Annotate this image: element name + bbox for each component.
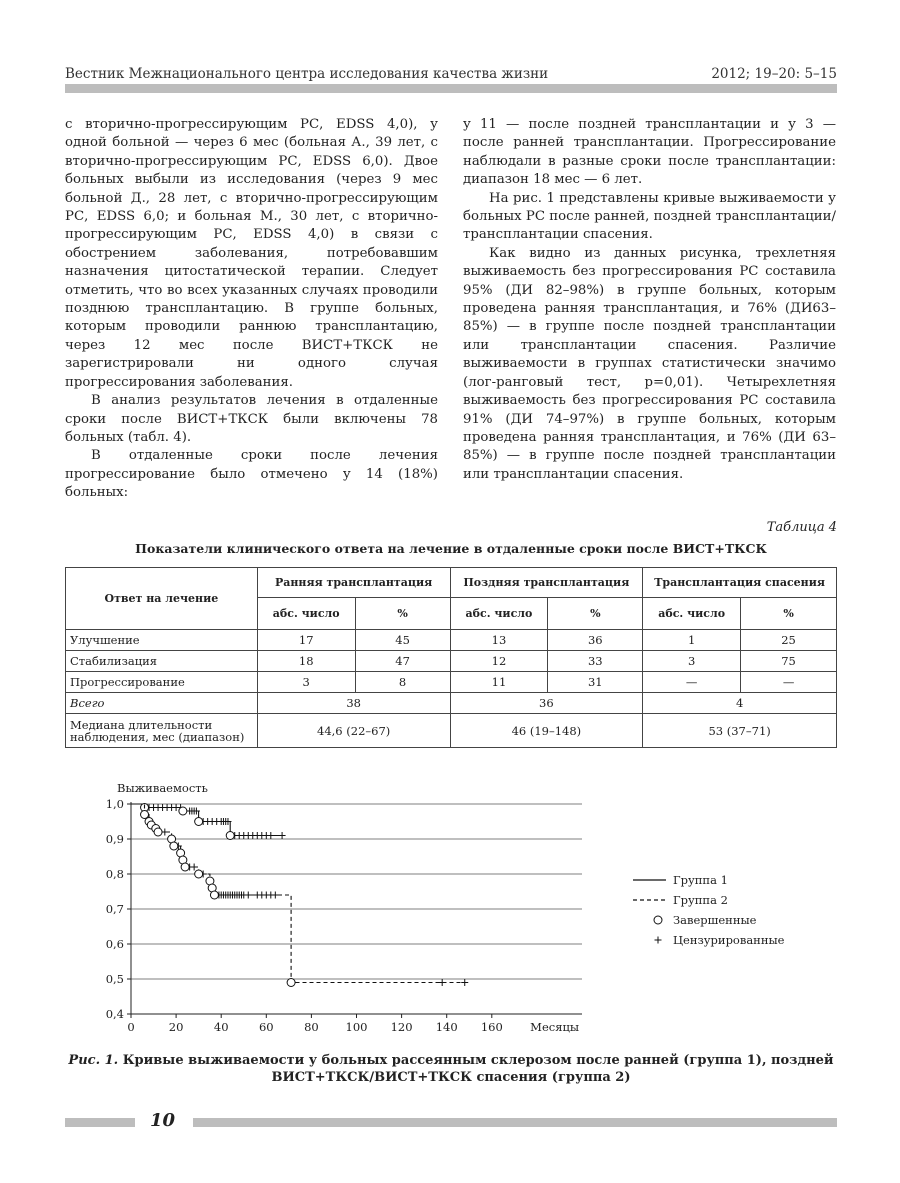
- table-cell: 36: [450, 693, 643, 714]
- table-cell: 46 (19–148): [450, 714, 643, 748]
- subheader-abs: абс. число: [257, 598, 355, 630]
- y-tick-label: 0,5: [105, 972, 124, 986]
- x-tick-label: 120: [390, 1020, 413, 1034]
- subheader-abs: абс. число: [643, 598, 741, 630]
- paragraph: В отдаленные сроки после лечения прогрессирование было отмечено у 14 (18%) больных:: [65, 448, 438, 501]
- table-row: [66, 630, 837, 651]
- paragraph: с вторично-прогрессирующим РС, EDSS 4,0), у одной больной — через 6 мес (больная А., 39 лет, с вторично-прогрессирующим РС, EDSS 6,0). Двое больных выбыли из исследования (через 9 мес больной Д., 28 лет, с вторично-прогрессирующим РС, EDSS 6,0; и больная М., 30 лет, с вторично-прогрессирующим РС, EDSS 4,0) в связи с обострением заболевания, потребовавшим назначения цитостатической терапии. Следует отметить, что во всех указанных случаях проводили позднюю трансплантацию. В группе больных, которым проводили раннюю трансплантацию, через 12 мес после ВИСТ+ТКСК не зарегистрировали ни одного случая прогрессирования заболевания.: [65, 117, 438, 390]
- legend-label: Группа 2: [673, 893, 728, 907]
- y-tick-label: 1,0: [105, 797, 124, 811]
- paragraph: На рис. 1 представлены кривые выживаемости у больных РС после ранней, поздней трансплантации/трансплантации спасения.: [463, 190, 836, 243]
- issue-info: 2012; 19–20: 5–15: [711, 66, 837, 82]
- table-cell: 4: [643, 693, 837, 714]
- x-axis-label: Месяцы: [530, 1020, 579, 1034]
- table-cell: 13: [450, 630, 548, 651]
- table-cell: 12: [450, 651, 548, 672]
- table-cell: 31: [548, 672, 643, 693]
- table-cell: 38: [257, 693, 450, 714]
- running-header: [65, 60, 837, 82]
- row-label: Прогрессирование: [66, 672, 258, 693]
- event-marker: [195, 818, 203, 826]
- x-tick-label: 100: [345, 1020, 368, 1034]
- header-rule: [65, 84, 837, 93]
- table-cell: 17: [257, 630, 355, 651]
- event-marker: [195, 870, 203, 878]
- censored-marker: [245, 892, 252, 899]
- table-cell: —: [643, 672, 741, 693]
- legend-label: Группа 1: [673, 873, 728, 887]
- table-title: Показатели клинического ответа на лечение в отдаленные сроки после ВИСТ+ТКСК: [135, 541, 767, 556]
- table-row: [66, 651, 837, 672]
- table-cell: 45: [355, 630, 450, 651]
- series-line-group-2: [131, 804, 465, 983]
- survival-figure: [65, 776, 837, 1038]
- censored-marker: [191, 864, 198, 871]
- table-cell: 25: [741, 630, 837, 651]
- y-tick-label: 0,4: [105, 1007, 124, 1021]
- footer-rule-right: [193, 1118, 837, 1127]
- table-caption: Таблица 4: [766, 520, 837, 535]
- event-marker: [154, 828, 162, 836]
- row-label: Медиана длительности наблюдения, мес (диапазон): [66, 714, 258, 748]
- subheader-abs: абс. число: [450, 598, 548, 630]
- table-row-median: [66, 714, 837, 748]
- x-tick-label: 160: [480, 1020, 503, 1034]
- y-tick-label: 0,9: [105, 832, 124, 846]
- subheader-pct: %: [355, 598, 450, 630]
- figure-label: Рис. 1.: [68, 1053, 119, 1068]
- table-cell: —: [741, 672, 837, 693]
- journal-title: Вестник Межнационального центра исследования качества жизни: [65, 66, 549, 82]
- header-group-late: Поздняя трансплантация: [450, 568, 643, 598]
- right-column: [463, 116, 836, 484]
- subheader-pct: %: [741, 598, 837, 630]
- results-table: [65, 567, 837, 748]
- x-tick-label: 0: [127, 1020, 135, 1034]
- row-label: Стабилизация: [66, 651, 258, 672]
- table-cell: 8: [355, 672, 450, 693]
- row-label: Всего: [66, 693, 258, 714]
- row-label: Улучшение: [66, 630, 258, 651]
- event-marker: [179, 807, 187, 815]
- x-tick-label: 20: [168, 1020, 184, 1034]
- censored-marker: [267, 832, 274, 839]
- table-cell: 3: [643, 651, 741, 672]
- censored-marker: [272, 892, 279, 899]
- y-tick-label: 0,7: [105, 902, 124, 916]
- table-cell: 3: [257, 672, 355, 693]
- y-tick-label: 0,6: [105, 937, 124, 951]
- paragraph: у 11 — после поздней трансплантации и у 3 — после ранней трансплантации. Прогрессирование наблюдали в разные сроки после трансплантации: диапазон 18 мес — 6 лет.: [463, 117, 836, 188]
- page-number: 10: [150, 1110, 176, 1131]
- table-cell: 53 (37–71): [643, 714, 837, 748]
- x-tick-label: 60: [258, 1020, 274, 1034]
- legend-label: Цензурированные: [673, 933, 785, 947]
- event-marker: [170, 842, 178, 850]
- event-marker: [141, 811, 149, 819]
- table-cell: 1: [643, 630, 741, 651]
- subheader-pct: %: [548, 598, 643, 630]
- x-tick-label: 140: [435, 1020, 458, 1034]
- header-response: Ответ на лечение: [66, 568, 258, 630]
- header-group-early: Ранняя трансплантация: [257, 568, 450, 598]
- table-row-total: [66, 693, 837, 714]
- paragraph: В анализ результатов лечения в отдаленные сроки после ВИСТ+ТКСК были включены 78 больных (табл. 4).: [65, 393, 438, 445]
- event-marker: [287, 979, 295, 987]
- censored-marker: [439, 979, 446, 986]
- censored-marker: [461, 979, 468, 986]
- table-row: [66, 672, 837, 693]
- y-axis-label: Выживаемость: [117, 781, 208, 795]
- event-marker: [210, 891, 218, 899]
- legend-label: Завершенные: [673, 913, 757, 927]
- survival-chart: [65, 776, 837, 1038]
- table-cell: 36: [548, 630, 643, 651]
- figure-caption-text: Кривые выживаемости у больных рассеянным склерозом после ранней (группа 1), поздней ВИСТ+ТКСК/ВИСТ+ТКСК спасения (группа 2): [122, 1053, 834, 1085]
- paragraph: Как видно из данных рисунка, трехлетняя выживаемость без прогрессирования РС составила 95% (ДИ 82–98%) в группе больных, которым проведена ранняя трансплантация, и 76% (ДИ63–85%) — в группе после поздней трансплантации или трансплантации спасения. Различие выживаемости в группах статистически значимо (лог-ранговый тест, p=0,01). Четырехлетняя выживаемость без прогрессирования РС составила 91% (ДИ 74–97%) в группе больных, которым проведена ранняя трансплантация, и 76% (ДИ 63–85%) — в группе после поздней трансплантации или трансплантации спасения.: [463, 245, 836, 482]
- figure-caption: [65, 1052, 837, 1086]
- event-marker: [181, 863, 189, 871]
- legend-circle-icon: [654, 916, 662, 924]
- table-cell: 75: [741, 651, 837, 672]
- event-marker: [226, 832, 234, 840]
- x-tick-label: 80: [304, 1020, 319, 1034]
- legend-plus-icon: [655, 937, 662, 944]
- table-cell: 47: [355, 651, 450, 672]
- y-tick-label: 0,8: [105, 867, 124, 881]
- table-cell: 44,6 (22–67): [257, 714, 450, 748]
- left-column: [65, 116, 438, 503]
- x-tick-label: 40: [213, 1020, 229, 1034]
- header-group-salvage: Трансплантация спасения: [643, 568, 837, 598]
- table-cell: 11: [450, 672, 548, 693]
- table-cell: 33: [548, 651, 643, 672]
- table-cell: 18: [257, 651, 355, 672]
- footer-rule-left: [65, 1118, 135, 1127]
- censored-marker: [279, 832, 286, 839]
